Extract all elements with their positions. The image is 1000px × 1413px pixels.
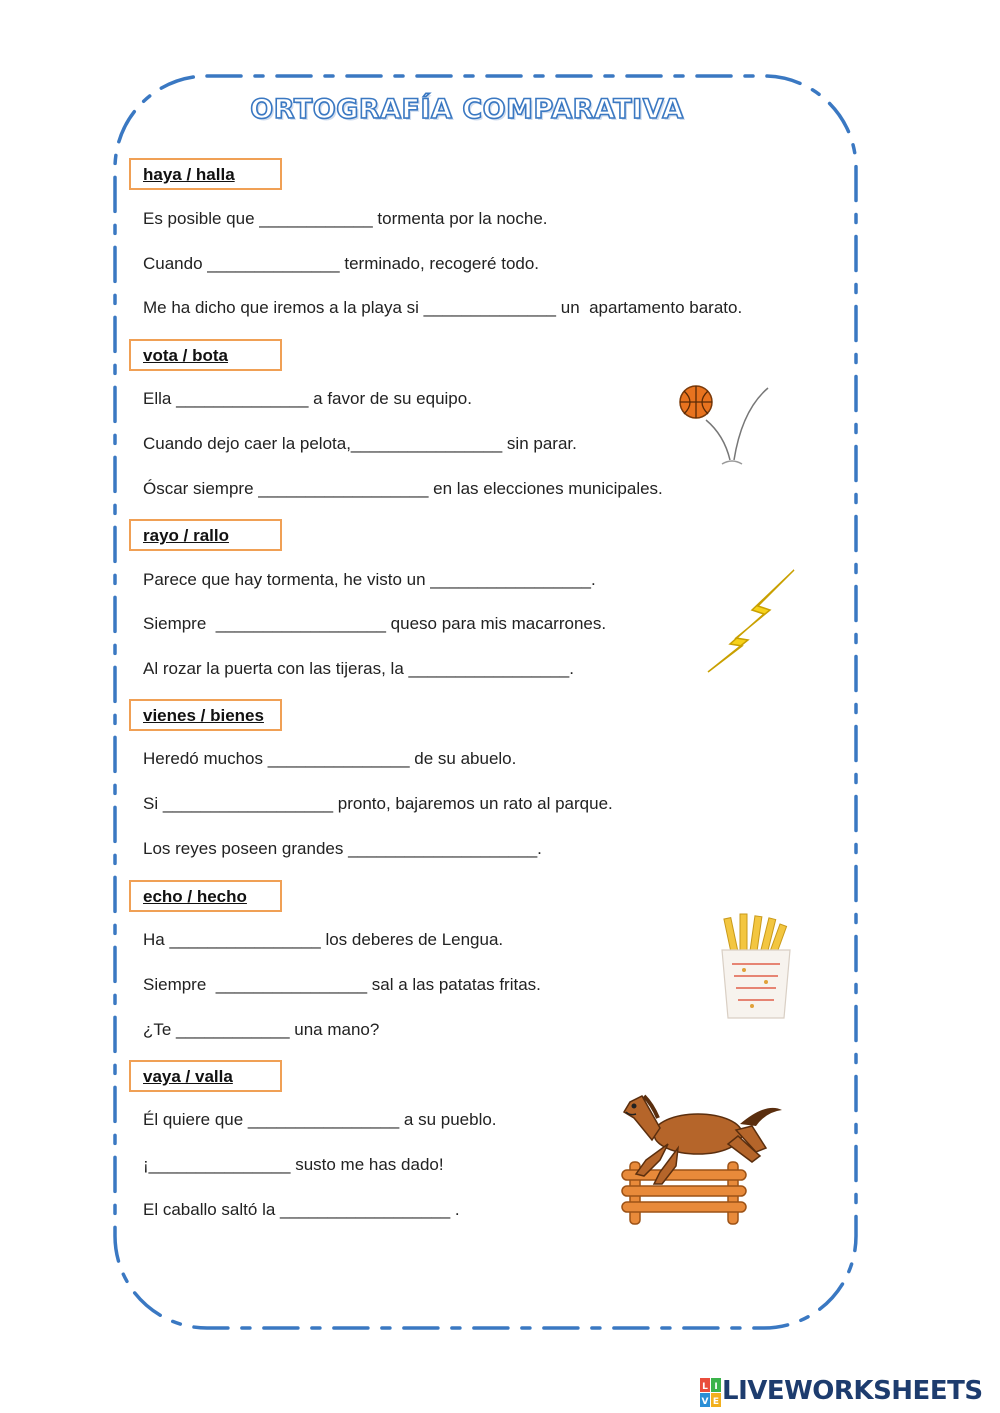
bouncing-ball-icon <box>672 380 772 470</box>
logo-letter: L <box>702 1382 708 1392</box>
sentence[interactable]: Siempre __________________ queso para mis macarrones. <box>143 614 607 633</box>
sentence[interactable]: Al rozar la puerta con las tijeras, la _________________. <box>143 659 574 678</box>
sentence[interactable]: ¿Te ____________ una mano? <box>143 1020 380 1039</box>
logo-letter: V <box>701 1397 709 1407</box>
section-heading-vaya-valla <box>129 1060 282 1092</box>
sentence[interactable]: Los reyes poseen grandes ____________________. <box>143 839 542 858</box>
sentence[interactable]: Ella ______________ a favor de su equipo. <box>143 389 472 408</box>
sentence[interactable]: Heredó muchos _______________ de su abuelo. <box>143 749 517 768</box>
logo-letter: I <box>714 1382 718 1392</box>
liveworksheets-logo-icon <box>700 1378 722 1408</box>
horse-jumping-fence-icon <box>616 1082 786 1228</box>
section-heading-label: vienes / bienes <box>143 706 264 725</box>
sentence[interactable]: Es posible que ____________ tormenta por la noche. <box>143 209 548 228</box>
section-heading-label: vota / bota <box>143 346 229 365</box>
sentence[interactable]: ¡_______________ susto me has dado! <box>143 1155 444 1174</box>
logo-letter: E <box>712 1397 720 1407</box>
sentence[interactable]: Si __________________ pronto, bajaremos un rato al parque. <box>143 794 613 813</box>
section-heading-vienes-bienes <box>129 699 282 731</box>
sentence[interactable]: Ha ________________ los deberes de Lengua. <box>143 930 504 949</box>
sentence[interactable]: El caballo saltó la __________________ . <box>143 1200 460 1219</box>
section-heading-label: rayo / rallo <box>143 526 229 545</box>
lightning-bolt-icon <box>704 566 800 676</box>
section-heading-haya-halla <box>129 158 282 190</box>
section-heading-label: echo / hecho <box>143 887 247 906</box>
section-heading-vota-bota <box>129 339 282 371</box>
sentence[interactable]: Cuando dejo caer la pelota,________________ sin parar. <box>143 434 577 453</box>
page-title: ORTOGRAFÍA COMPARATIVA <box>250 94 684 125</box>
sentence[interactable]: Me ha dicho que iremos a la playa si ______________ un apartamento barato. <box>143 298 743 317</box>
section-heading-rayo-rallo <box>129 519 282 551</box>
french-fries-icon <box>714 912 798 1024</box>
sentence[interactable]: Parece que hay tormenta, he visto un _________________. <box>143 570 596 589</box>
sentence[interactable]: Óscar siempre __________________ en las elecciones municipales. <box>143 479 663 498</box>
sentence[interactable]: Él quiere que ________________ a su pueblo. <box>143 1110 497 1129</box>
section-heading-label: vaya / valla <box>143 1067 233 1086</box>
section-heading-echo-hecho <box>129 880 282 912</box>
section-heading-label: haya / halla <box>143 165 235 184</box>
brand-name[interactable]: LIVEWORKSHEETS <box>722 1376 983 1406</box>
sentence[interactable]: Siempre ________________ sal a las patatas fritas. <box>143 975 541 994</box>
sentence[interactable]: Cuando ______________ terminado, recogeré todo. <box>143 254 540 273</box>
